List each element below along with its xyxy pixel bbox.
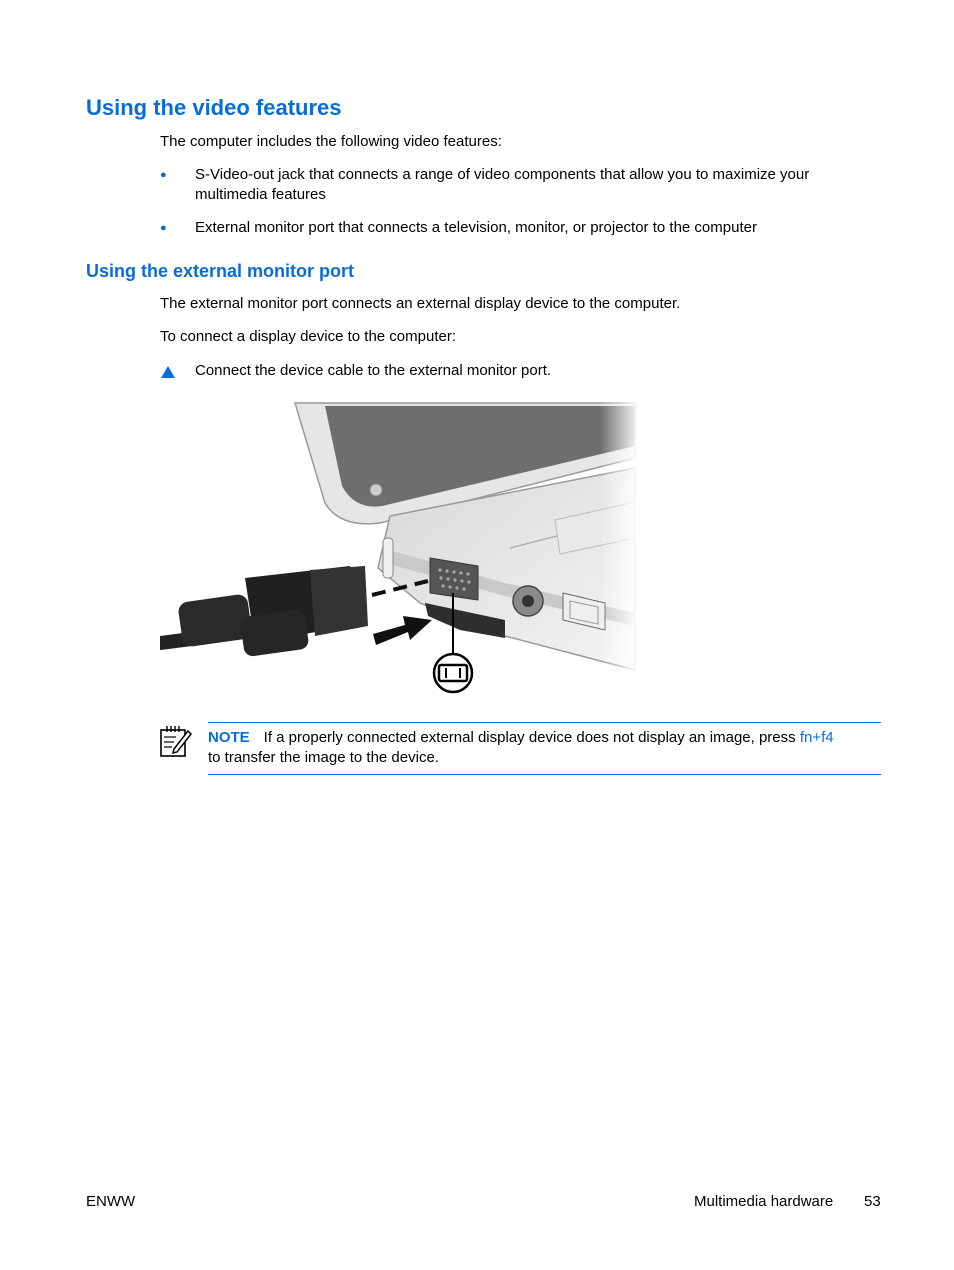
step-text: Connect the device cable to the external monitor port. xyxy=(195,362,552,379)
triangle-step-icon xyxy=(160,361,195,381)
list-item-text: S-Video-out jack that connects a range of video components that allow you to maximize your multimedia features xyxy=(195,166,810,203)
list-item xyxy=(160,218,860,238)
footer-section: Multimedia hardware xyxy=(694,1193,834,1210)
section-heading: Using the external monitor port xyxy=(86,261,355,281)
note-top-rule xyxy=(208,722,881,723)
laptop-monitor-port-illustration xyxy=(160,398,640,698)
note-text-before: If a properly connected external display device does not display an image, press xyxy=(263,729,796,746)
note-pencil-icon xyxy=(160,725,192,761)
note-bottom-rule xyxy=(208,774,881,775)
page-number: 53 xyxy=(864,1193,881,1210)
bullet-icon: ● xyxy=(160,169,167,181)
note-text-after: to transfer the image to the device. xyxy=(208,749,439,766)
page-heading: Using the video features xyxy=(86,95,342,120)
list-item xyxy=(160,165,860,205)
bullet-icon: ● xyxy=(160,222,167,234)
note-body xyxy=(208,728,881,768)
step-item xyxy=(160,361,860,381)
paragraph: To connect a display device to the computer: xyxy=(160,328,457,345)
note-label: NOTE xyxy=(208,729,250,746)
intro-text: The computer includes the following video features: xyxy=(160,133,502,150)
footer-left: ENWW xyxy=(86,1193,136,1210)
list-item-text: External monitor port that connects a television, monitor, or projector to the computer xyxy=(195,219,757,236)
paragraph: The external monitor port connects an external display device to the computer. xyxy=(160,295,681,312)
keyboard-shortcut-link[interactable]: fn+f4 xyxy=(799,729,834,746)
